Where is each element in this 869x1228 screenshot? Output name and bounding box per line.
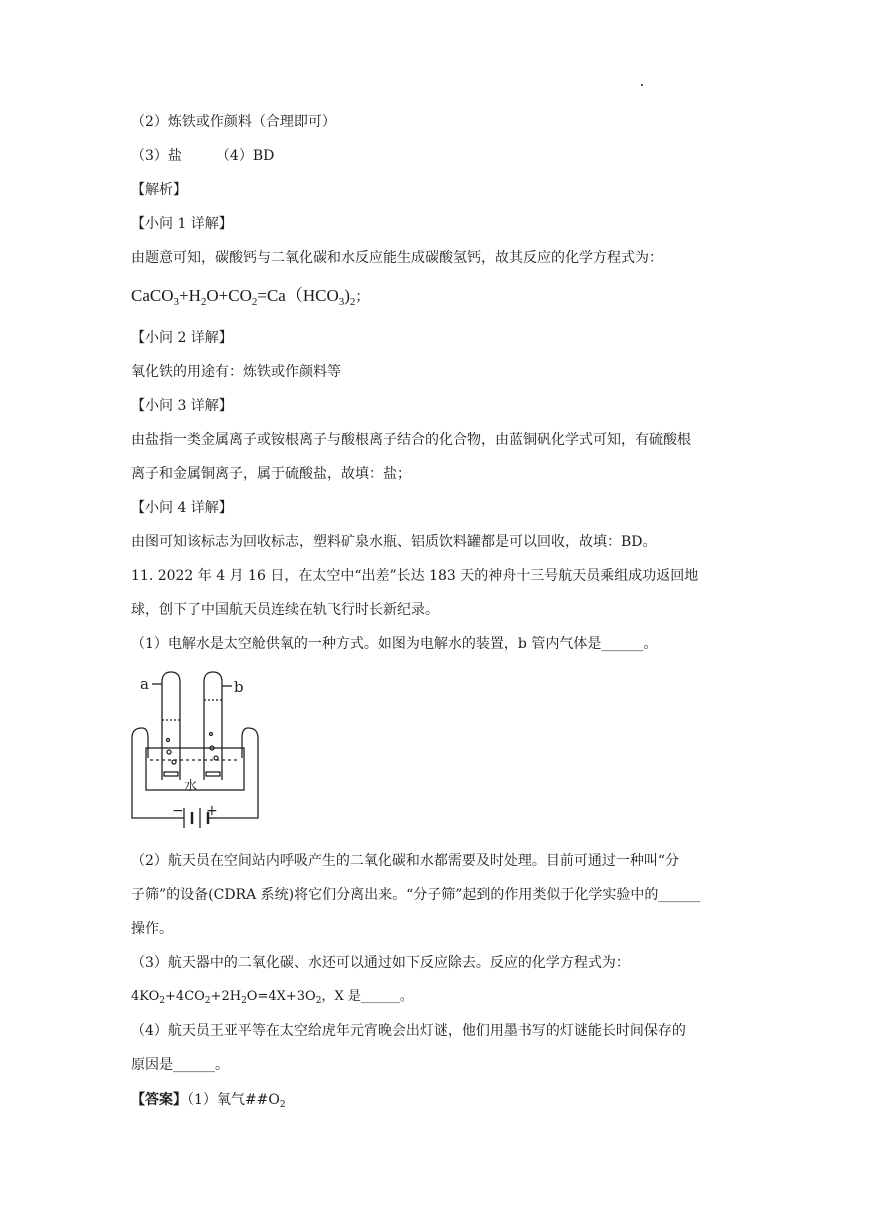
- q11-part-3-line-1: （3）航天器中的二氧化碳、水还可以通过如下反应除去。反应的化学方程式为：: [131, 955, 630, 971]
- tube-b: [204, 672, 222, 780]
- q11-stem-1: 11. 2022 年 4 月 16 日，在太空中“出差”长达 183 天的神舟十三号航天员乘组成功返回地: [131, 568, 699, 584]
- q11-part-1: （1）电解水是太空舱供氧的一种方式。如图为电解水的装置，b 管内气体是______。: [131, 636, 658, 652]
- electrolysis-diagram: [128, 668, 268, 838]
- answer-line: 【答案】（1）氧气$\#\#O_2$: [131, 1092, 286, 1110]
- label-plus: +: [206, 803, 218, 819]
- q2-detail-text: 氧化铁的用途有：炼铁或作颜料等: [131, 364, 341, 380]
- electrode-b: [206, 772, 220, 776]
- analysis-heading: 【解析】: [131, 182, 187, 198]
- q3-detail-text-2: 离子和金属铜离子，属于硫酸盐，故填：盐；: [131, 466, 411, 482]
- label-minus: −: [172, 803, 184, 819]
- label-a: a: [140, 675, 149, 693]
- stray-dot: [641, 84, 643, 86]
- q11-part-2-line-1: （2）航天员在空间站内呼吸产生的二氧化碳和水都需要及时处理。目前可通过一种叫“分: [131, 853, 680, 869]
- answer-3-4: （3）盐 （4）BD: [131, 148, 275, 164]
- label-b: b: [234, 678, 244, 696]
- wire-left-inner: [142, 728, 148, 758]
- q4-detail-heading: 【小问 4 详解】: [131, 500, 233, 516]
- q11-stem-2: 球，创下了中国航天员连续在轨飞行时长新纪录。: [131, 602, 439, 618]
- q11-part-4-line-1: （4）航天员王亚平等在太空给虎年元宵晚会出灯谜，他们用墨书写的灯谜能长时间保存的: [131, 1023, 686, 1039]
- formula-ko2: $4KO_2+4CO_2+2H_2O=4X+3O_2$，X 是______。: [131, 989, 413, 1006]
- q11-part-2-line-2: 子筛”的设备(CDRA 系统)将它们分离出来。“分子筛”起到的作用类似于化学实验中的______: [131, 887, 701, 903]
- wire-right-inner: [242, 728, 248, 758]
- tube-a: [162, 672, 180, 780]
- q3-detail-text-1: 由盐指一类金属离子或铵根离子与酸根离子结合的化合物，由蓝铜矾化学式可知，有硫酸根: [131, 432, 691, 448]
- q4-detail-text: 由图可知该标志为回收标志，塑料矿泉水瓶、铝质饮料罐都是可以回收，故填：BD。: [131, 534, 657, 550]
- q11-part-4-line-2: 原因是______。: [131, 1057, 229, 1073]
- electrode-a: [164, 772, 178, 776]
- q2-detail-heading: 【小问 2 详解】: [131, 330, 233, 346]
- formula-caco3: $CaCO_3+H_2O+CO_2=Ca(HCO_3)_2$；: [131, 286, 370, 308]
- q1-detail-text: 由题意可知，碳酸钙与二氧化碳和水反应能生成碳酸氢钙，故其反应的化学方程式为：: [131, 250, 663, 266]
- q1-detail-heading: 【小问 1 详解】: [131, 216, 233, 232]
- label-water: 水: [184, 779, 198, 794]
- q11-part-2-line-3: 操作。: [131, 921, 173, 937]
- q3-detail-heading: 【小问 3 详解】: [131, 398, 233, 414]
- answer-2: （2）炼铁或作颜料（合理即可）: [131, 114, 336, 130]
